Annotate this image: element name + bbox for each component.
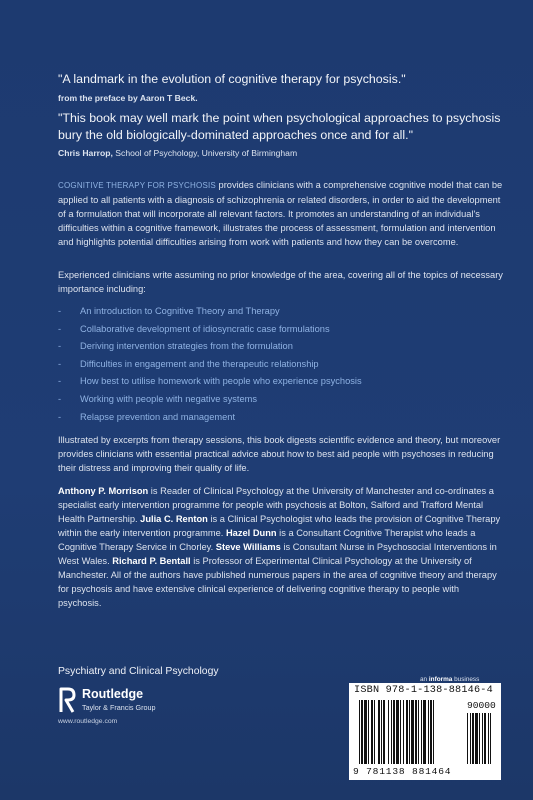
author-name: Julia C. Renton bbox=[140, 514, 208, 524]
author-name: Anthony P. Morrison bbox=[58, 486, 149, 496]
isbn-text: ISBN 978-1-138-88146-4 bbox=[354, 685, 493, 696]
list-item: - Collaborative development of idiosyncratic case formulations bbox=[58, 323, 330, 334]
list-item: - Working with people with negative systems bbox=[58, 393, 258, 404]
attribution-affiliation: School of Psychology, University of Birmingham bbox=[112, 148, 298, 158]
series-name: Psychiatry and Clinical Psychology bbox=[58, 666, 219, 677]
list-item: - An introduction to Cognitive Theory and Therapy bbox=[58, 306, 280, 316]
experienced-paragraph: Experienced clinicians write assuming no prior knowledge of the area, covering all of the topics of necessary importance including: bbox=[58, 270, 503, 294]
attribution-name: Chris Harrop, bbox=[58, 148, 113, 158]
author-name: Richard P. Bentall bbox=[112, 556, 191, 566]
quote-beck-attribution: from the preface by Aaron T Beck. bbox=[58, 93, 198, 103]
intro-paragraph bbox=[58, 178, 503, 249]
barcode-number: 9 781138 881464 bbox=[353, 766, 452, 777]
list-item: - Difficulties in engagement and the therapeutic relationship bbox=[58, 358, 319, 369]
illustrated-paragraph: Illustrated by excerpts from therapy sessions, this book digests scientific evidence and theory, but moreover provides clinicians with essential practical advice about how to best aid people with psychoses in reducing their distress and improving their quality of life. bbox=[58, 435, 501, 473]
quote-beck: "A landmark in the evolution of cognitive therapy for psychosis." bbox=[58, 72, 406, 86]
list-item: - Deriving intervention strategies from the formulation bbox=[58, 341, 293, 352]
publisher-group: Taylor & Francis Group bbox=[82, 703, 156, 712]
barcode bbox=[349, 683, 501, 780]
publisher-name: Routledge bbox=[82, 687, 144, 701]
quote-harrop: "This book may well mark the point when psychological approaches to psychosis bury the old biologically-dominated approaches once and for all." bbox=[58, 111, 501, 142]
book-title-highlight: COGNITIVE THERAPY FOR PSYCHOSIS bbox=[58, 181, 216, 190]
intro-text: provides clinicians with a comprehensive cognitive model that can be applied to all patients with a diagnosis of schizophrenia or related disorders, in order to aid the development of a formulation that will incorporate all relevant factors. It promotes an understanding of an individual's difficulties within a cognitive framework, illustrates the process of assessment, formulation and intervention and highlights potential difficulties arising from work with patients and how they can be overcome. bbox=[58, 180, 503, 247]
author-name: Hazel Dunn bbox=[225, 528, 277, 538]
topics-list bbox=[58, 303, 362, 426]
informa-tagline: an informa business bbox=[420, 676, 480, 683]
author-name: Steve Williams bbox=[215, 542, 281, 552]
quote-harrop-attribution bbox=[58, 148, 297, 158]
publisher-url: www.routledge.com bbox=[58, 718, 118, 725]
routledge-logo-icon bbox=[58, 686, 76, 714]
list-item: - How best to utilise homework with people who experience psychosis bbox=[58, 376, 362, 387]
authors-paragraph: Anthony P. Morrison is Reader of Clinical Psychology at the University of Manchester and co-ordinates a specialist early intervention programme for people with psychosis at Bolton, Salford and Trafford Mental Health Partnership. Julia C. Renton is a Clinical Psychologist who leads the provision of Cognitive Therapy within the early intervention programme. Hazel Dunn is a Consultant Cognitive Therapist who leads a Cognitive Therapy Service in Chorley. Steve Williams is Consultant Nurse in Psychosocial Interventions in West Wales. Richard P. Bentall is Professor of Experimental Clinical Psychology at the University of Manchester. All of the authors have published numerous papers in the area of cognitive theory and therapy for psychosis and have extensive clinical experience of delivering cognitive therapy to people with psychosis. bbox=[58, 486, 501, 608]
price-code: 90000 bbox=[467, 700, 496, 711]
list-item: - Relapse prevention and management bbox=[58, 411, 236, 422]
